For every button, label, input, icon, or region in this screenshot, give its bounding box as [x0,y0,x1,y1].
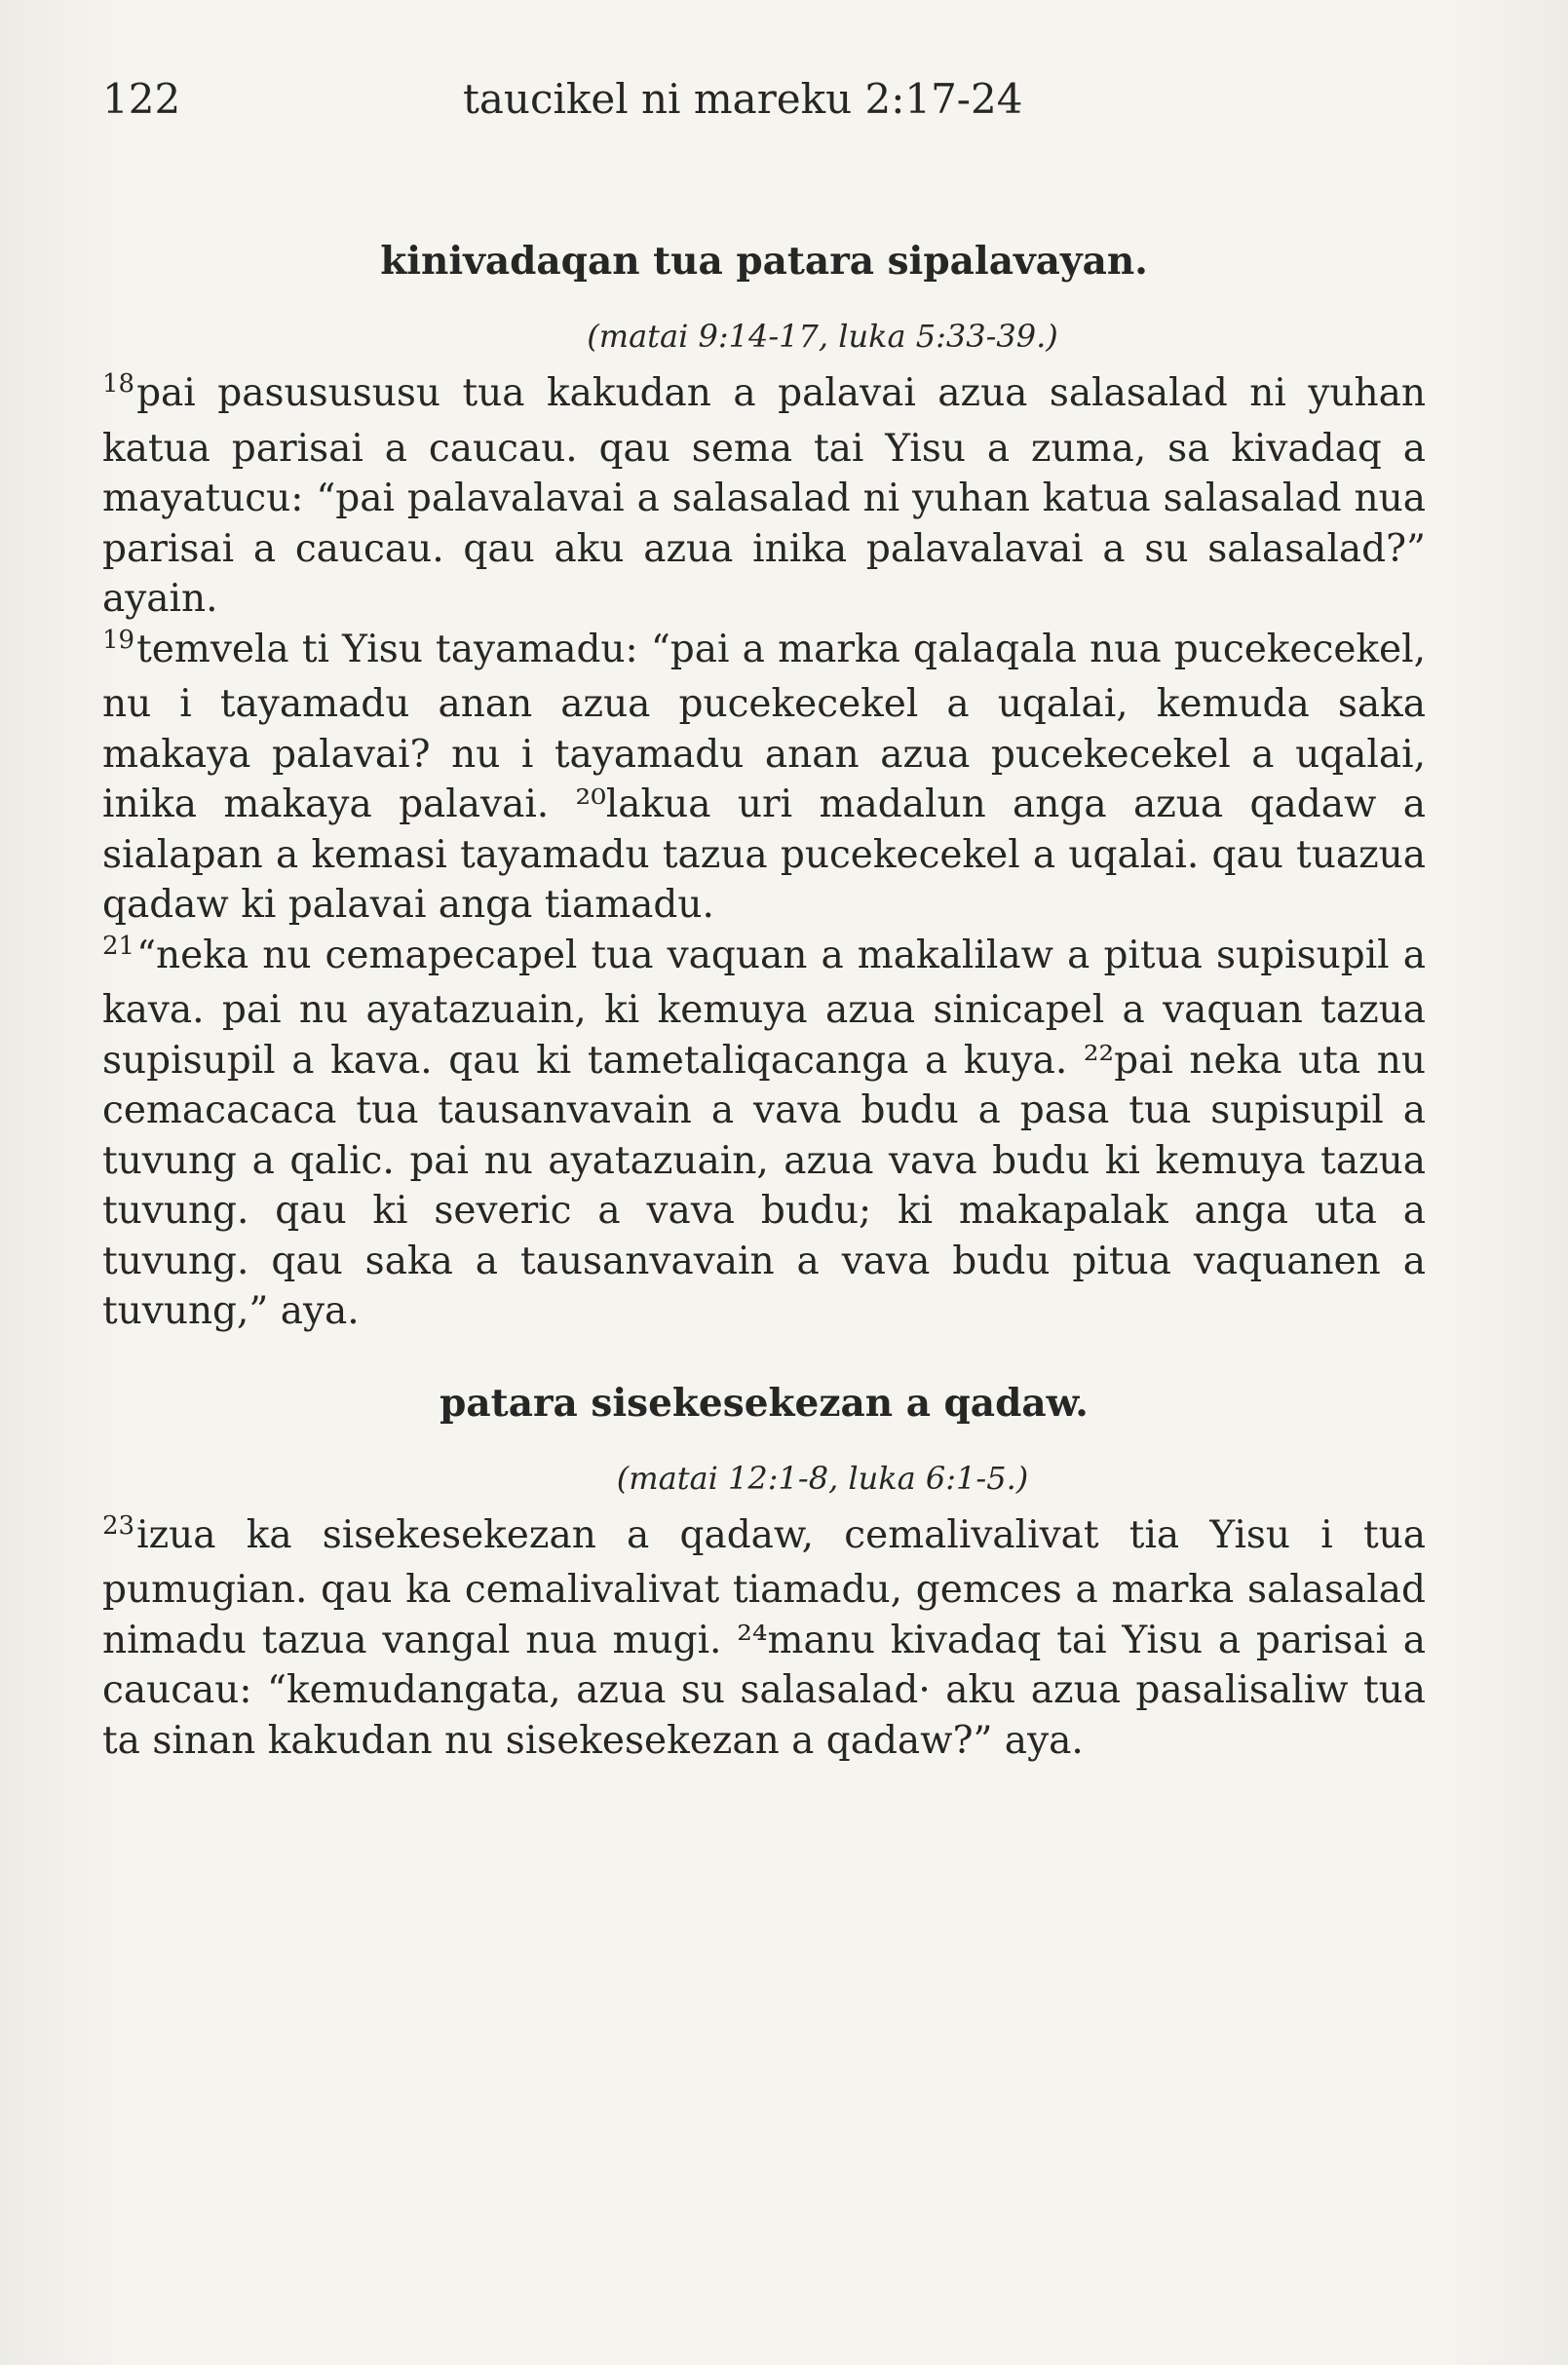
verse-text: pai pasusususu tua kakudan a palavai azua salasalad ni yuhan katua parisai a caucau. qau sema tai Yisu a zuma, sa kivadaq a mayatucu: “pai palavalavai a salasalad ni yuhan katua salasalad nua parisai a caucau. qau aku azua inika palavalavai a su salasalad?” ayain. [102,371,1426,621]
running-head [102,70,1467,129]
verse-paragraph [102,931,1426,1337]
section-heading: kinivadaqan tua patara sipalavayan. [380,239,1148,284]
verse-paragraph [102,625,1426,931]
cross-reference: (matai 12:1-8, luka 6:1-5.) [616,1459,1029,1497]
verse-number: 21 [102,931,135,961]
verse-number: 18 [102,369,135,399]
verse-number: 23 [102,1510,135,1541]
text-column [102,234,1426,1766]
page-number: 122 [102,75,181,123]
verse-paragraph [102,368,1426,625]
running-title: taucikel ni mareku 2:17-24 [463,75,1023,123]
verse-paragraph [102,1510,1426,1767]
verse-text: “neka nu cemapecapel tua vaquan a makalilaw a pitua supisupil a kava. pai nu ayatazuain, ki kemuya azua sinicapel a vaquan tazua supisupil a kava. qau ki tametaliqacanga a kuya. ²²pai neka uta nu cemacacaca tua tausanvavain a vava budu a pasa tua supisupil a tuvung a qalic. pai nu ayatazuain, azua vava budu ki kemuya tazua tuvung. qau ki severic a vava budu; ki makapalak anga uta a tuvung. qau saka a tausanvavain a vava budu pitua vaquanen a tuvung,” aya. [102,933,1426,1333]
section-heading: patara sisekesekezan a qadaw. [440,1380,1089,1426]
section-gap [102,1337,1426,1376]
cross-reference: (matai 9:14-17, luka 5:33-39.) [587,318,1058,355]
verse-text: temvela ti Yisu tayamadu: “pai a marka qalaqala nua pucekecekel, nu i tayamadu anan azua pucekecekel a uqalai, kemuda saka makaya palavai? nu i tayamadu anan azua pucekecekel a uqalai, inika makaya palavai. ²⁰lakua uri madalun anga azua qadaw a sialapan a kemasi tayamadu tazua pucekecekel a uqalai. qau tuazua qadaw ki palavai anga tiamadu. [102,627,1426,927]
verse-number: 19 [102,625,135,655]
verse-text: izua ka sisekesekezan a qadaw, cemalivalivat tia Yisu i tua pumugian. qau ka cemalivalivat tiamadu, gemces a marka salasalad nimadu tazua vangal nua mugi. ²⁴manu kivadaq tai Yisu a parisai a caucau: “kemudangata, azua su salasalad· aku azua pasalisaliw tua ta sinan kakudan nu sisekesekezan a qadaw?” aya. [102,1512,1426,1763]
